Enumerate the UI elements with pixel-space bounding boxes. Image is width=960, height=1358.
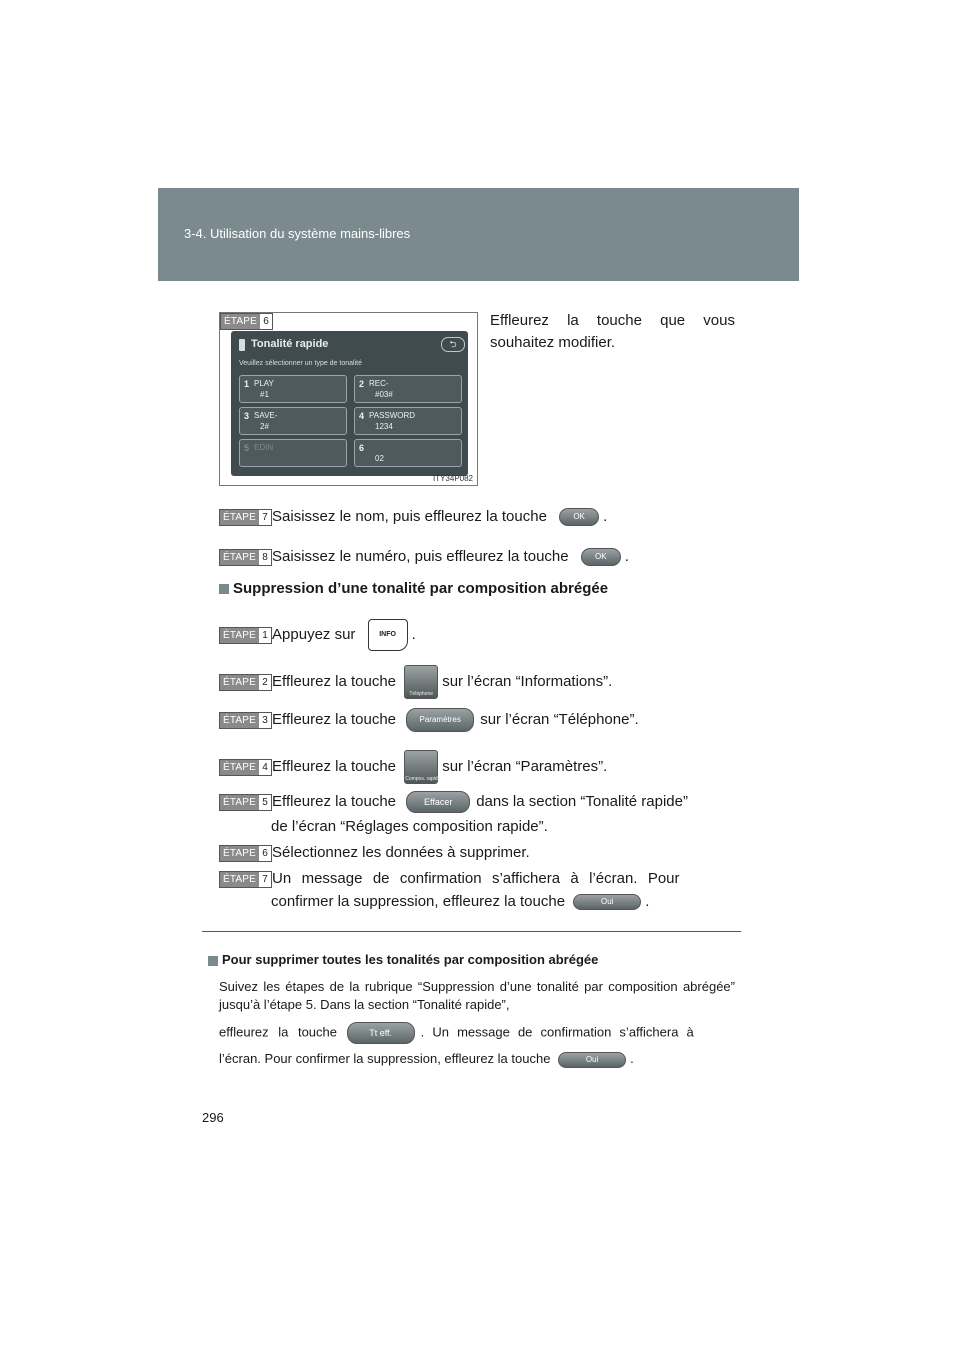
etape-badge: ÉTAPE 2 xyxy=(219,674,272,691)
etape-badge: ÉTAPE 6 xyxy=(219,845,272,862)
info-button-icon: INFO xyxy=(368,619,408,651)
step-7: ÉTAPE 7 Un message de confirmation s’affichera à l’écran. Pour xyxy=(219,870,680,888)
etape-badge: ÉTAPE 5 xyxy=(219,794,272,811)
tone-cell-3[interactable]: 3 SAVE- 2# xyxy=(239,407,347,435)
ok-button: OK xyxy=(559,508,599,526)
step-1: ÉTAPE 1 Appuyez sur INFO . xyxy=(219,619,416,651)
screen-subtitle: Veuillez sélectionner un type de tonalité xyxy=(239,360,362,367)
step-5: ÉTAPE 5 Effleurez la touche Effacer dans la section “Tonalité rapide” xyxy=(219,791,688,813)
etape-badge: ÉTAPE 6 xyxy=(220,313,273,330)
step-2: ÉTAPE 2 Effleurez la touche Téléphone sur l’écran “Informations”. xyxy=(219,665,612,699)
step-7a: ÉTAPE 7 Saisissez le nom, puis effleurez la touche OK . xyxy=(219,508,607,526)
etape-badge: ÉTAPE 4 xyxy=(219,759,272,776)
tt-eff-button: Tt eff. xyxy=(347,1022,415,1044)
square-bullet-icon xyxy=(219,584,229,594)
tone-cell-4[interactable]: 4 PASSWORD 1234 xyxy=(354,407,462,435)
etape-badge: ÉTAPE 7 xyxy=(219,509,272,526)
screen-title: Tonalité rapide xyxy=(251,338,329,350)
figure-code: ITY34P082 xyxy=(432,474,473,483)
etape-badge: ÉTAPE 1 xyxy=(219,627,272,644)
etape-badge: ÉTAPE 3 xyxy=(219,712,272,729)
ok-button: OK xyxy=(581,548,621,566)
step-3: ÉTAPE 3 Effleurez la touche Paramètres sur l’écran “Téléphone”. xyxy=(219,708,639,732)
note-line-2: effleurez la touche Tt eff. . Un message de confirmation s’affichera à xyxy=(219,1022,735,1044)
figure-tonalite-rapide xyxy=(219,312,478,486)
page-number: 296 xyxy=(202,1110,224,1125)
parametres-button: Paramètres xyxy=(406,708,474,732)
section-title: 3-4. Utilisation du système mains-libres xyxy=(184,226,411,241)
note-line-3: l’écran. Pour confirmer la suppression, effleurez la touche Oui . xyxy=(219,1051,634,1066)
back-icon[interactable]: ⮌ xyxy=(441,337,465,352)
tone-cell-6[interactable]: 6 02 xyxy=(354,439,462,467)
square-bullet-icon xyxy=(208,956,218,966)
tone-cell-5[interactable]: 5 EDIN xyxy=(239,439,347,467)
section-header xyxy=(158,188,799,281)
compos-rapide-button-icon: Compos. rapide xyxy=(404,750,438,784)
step-5-cont: de l’écran “Réglages composition rapide”. xyxy=(271,818,548,835)
tone-cell-2[interactable]: 2 REC- #03# xyxy=(354,375,462,403)
telephone-button-icon: Téléphone xyxy=(404,665,438,699)
tone-cell-1[interactable]: 1 PLAY #1 xyxy=(239,375,347,403)
note-title: Pour supprimer toutes les tonalités par composition abrégée xyxy=(208,952,598,967)
oui-button: Oui xyxy=(573,894,641,910)
note-line-1: Suivez les étapes de la rubrique “Suppression d’une tonalité par composition abrégée” jusqu’à l’étape 5. Dans la section “Tonalité rapide”, xyxy=(219,979,735,1012)
step-6: ÉTAPE 6 Sélectionnez les données à supprimer. xyxy=(219,844,530,862)
effacer-button: Effacer xyxy=(406,791,470,813)
etape-badge: ÉTAPE 8 xyxy=(219,549,272,566)
section-heading: Suppression d’une tonalité par composition abrégée xyxy=(219,580,608,597)
screen-display xyxy=(231,331,468,476)
intro-text: Effleurez la touche que vous souhaitez modifier. xyxy=(490,312,735,351)
divider xyxy=(202,931,741,932)
step-7-cont: confirmer la suppression, effleurez la touche Oui . xyxy=(271,893,650,910)
oui-button: Oui xyxy=(558,1052,626,1068)
step-4: ÉTAPE 4 Effleurez la touche Compos. rapide sur l’écran “Paramètres”. xyxy=(219,750,607,784)
step-8a: ÉTAPE 8 Saisissez le numéro, puis effleurez la touche OK . xyxy=(219,548,629,566)
phone-icon xyxy=(239,339,245,351)
etape-badge: ÉTAPE 7 xyxy=(219,871,272,888)
